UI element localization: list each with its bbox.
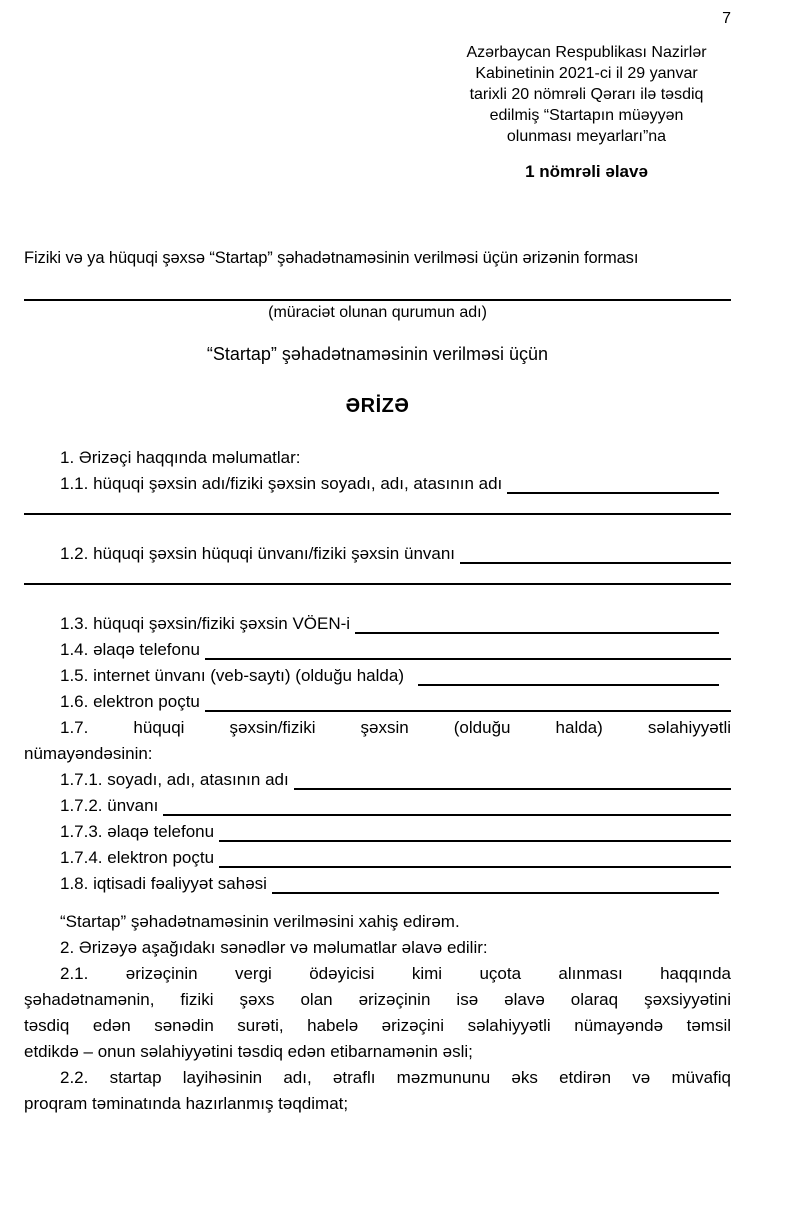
field-row-1-7-2 xyxy=(24,793,731,819)
blank-line-1-6 xyxy=(205,689,731,712)
blank-line-1-2 xyxy=(460,541,731,564)
approval-text-line: Kabinetinin 2021-ci il 29 yanvar xyxy=(475,65,698,82)
field-row-1-7-3 xyxy=(24,819,731,845)
approval-header-block xyxy=(434,42,739,185)
field-label-1-7-3: 1.7.3. əlaqə telefonu xyxy=(60,822,215,841)
field-label-1-8: 1.8. iqtisadi fəaliyyət sahəsi xyxy=(60,874,267,893)
blank-line-1-5 xyxy=(418,663,719,686)
paragraph-2-2-line-2: proqram təminatında hazırlanmış təqdimat; xyxy=(24,1094,349,1113)
approval-text-line: olunması meyarları”na xyxy=(506,128,667,145)
doc-title: ƏRİZƏ xyxy=(345,395,410,417)
paragraph-2-1-line-2: şəhadətnamənin, fiziki şəxs olan ərizəçinin isə əlavə olaraq şəxsiyyətini xyxy=(24,990,731,1009)
field-row-1-7-1 xyxy=(24,767,731,793)
field-row-1-2 xyxy=(24,541,731,567)
paragraph-2-1-line-4: etdikdə – onun səlahiyyətini təsdiq edən etibarnamənin əsli; xyxy=(24,1042,473,1061)
field-label-1-7-4: 1.7.4. elektron poçtu xyxy=(60,848,215,867)
field-label-1-7-2: 1.7.2. ünvanı xyxy=(60,796,159,815)
paragraph-2-1 xyxy=(24,961,731,1065)
annex-label: 1 nömrəli əlavə xyxy=(525,162,648,181)
paragraph-2-2 xyxy=(24,1065,731,1117)
approval-text-line: tarixli 20 nömrəli Qərarı ilə təsdiq xyxy=(469,86,704,103)
blank-line-1-7-1 xyxy=(294,767,731,790)
blank-line-1-4 xyxy=(205,637,731,660)
blank-line-1-8 xyxy=(272,871,719,894)
blank-line-1-2-continuation xyxy=(24,583,731,585)
paragraph-2-2-line-1: 2.2. startap layihəsinin adı, ətraflı məzmununu əks etdirən və müvafiq xyxy=(60,1068,731,1087)
field-1-7-line-1: 1.7. hüquqi şəxsin/fiziki şəxsin (olduğu halda) səlahiyyətli xyxy=(60,718,731,737)
field-label-1-6: 1.6. elektron poçtu xyxy=(60,692,200,711)
field-row-1-6 xyxy=(24,689,731,715)
form-title: Fiziki və ya hüquqi şəxsə “Startap” şəhadətnaməsinin verilməsi üçün ərizənin forması xyxy=(24,249,639,267)
paragraph-2-1-line-3: təsdiq edən sənədin surəti, habelə ərizəçini səlahiyyətli nümayəndə təmsil xyxy=(24,1016,731,1035)
field-row-1-3 xyxy=(24,611,731,637)
form-subtitle: “Startap” şəhadətnaməsinin verilməsi üçün xyxy=(206,344,549,364)
org-caption: (müraciət olunan qurumun adı) xyxy=(268,304,487,321)
page-number: 7 xyxy=(722,10,731,27)
blank-line-1-1-continuation xyxy=(24,513,731,515)
field-1-7-line-2: nümayəndəsinin: xyxy=(24,744,153,763)
field-label-1-2: 1.2. hüquqi şəxsin hüquqi ünvanı/fiziki şəxsin ünvanı xyxy=(60,544,456,563)
blank-line-1-1 xyxy=(507,471,719,494)
field-paragraph-1-7 xyxy=(24,715,731,767)
section-1-heading: 1. Ərizəçi haqqında məlumatlar: xyxy=(60,448,301,467)
approval-text-line: Azərbaycan Respublikası Nazirlər xyxy=(466,44,707,61)
paragraph-2-1-line-1: 2.1. ərizəçinin vergi ödəyicisi kimi uçota alınması haqqında xyxy=(60,964,731,983)
request-line: “Startap” şəhadətnaməsinin verilməsini xahiş edirəm. xyxy=(60,912,460,931)
field-row-1-5 xyxy=(24,663,731,689)
field-label-1-5: 1.5. internet ünvanı (veb-saytı) (olduğu halda) xyxy=(60,666,404,685)
field-label-1-3: 1.3. hüquqi şəxsin/fiziki şəxsin VÖEN-i xyxy=(60,614,351,633)
field-row-1-4 xyxy=(24,637,731,663)
section-2-heading: 2. Ərizəyə aşağıdakı sənədlər və məlumatlar əlavə edilir: xyxy=(60,938,488,957)
field-row-1-7-4 xyxy=(24,845,731,871)
blank-line-1-7-4 xyxy=(219,845,731,868)
blank-line-1-7-2 xyxy=(163,793,731,816)
field-label-1-4: 1.4. əlaqə telefonu xyxy=(60,640,200,659)
field-row-1-1 xyxy=(24,471,731,497)
blank-line-1-7-3 xyxy=(219,819,731,842)
approval-text-line: edilmiş “Startapın müəyyən xyxy=(489,107,684,124)
field-label-1-7-1: 1.7.1. soyadı, adı, atasının adı xyxy=(60,770,289,789)
field-row-1-8 xyxy=(24,871,731,897)
blank-line-1-3 xyxy=(355,611,719,634)
field-label-1-1: 1.1. hüquqi şəxsin adı/fiziki şəxsin soyadı, adı, atasının adı xyxy=(60,474,503,493)
